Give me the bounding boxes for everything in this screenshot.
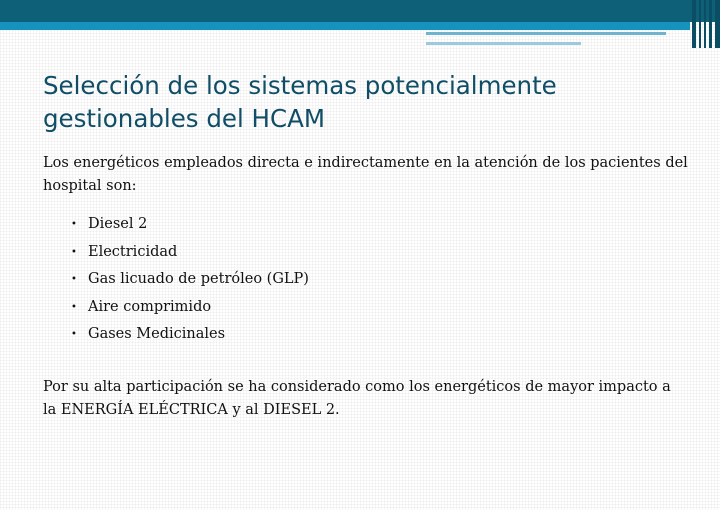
list-item-text: Electricidad bbox=[88, 243, 178, 260]
header-accent-band bbox=[0, 22, 690, 30]
bullet-icon: • bbox=[71, 246, 77, 258]
bullet-icon: • bbox=[71, 301, 77, 313]
list-item-text: Aire comprimido bbox=[88, 298, 212, 315]
header-stripe bbox=[709, 0, 712, 48]
list-item-text: Diesel 2 bbox=[88, 216, 148, 232]
header-bar bbox=[0, 0, 720, 22]
conclusion-paragraph: Por su alta participación se ha considerado como los energéticos de mayor impacto a la ENERGÍA ELÉCTRICA y al DIESEL 2. bbox=[43, 378, 671, 418]
bullet-icon: • bbox=[71, 329, 77, 340]
decorative-line bbox=[426, 32, 666, 35]
slide-title: Selección de los sistemas potencialmente gestionables del HCAM bbox=[43, 71, 557, 133]
list-item-text: Gases Medicinales bbox=[88, 326, 226, 342]
header-stripe bbox=[692, 0, 696, 48]
list-item bbox=[43, 266, 688, 294]
list-item bbox=[43, 239, 688, 267]
bullet-icon: • bbox=[71, 274, 77, 285]
decorative-line bbox=[426, 42, 581, 45]
header-stripe bbox=[704, 0, 706, 48]
slide-body bbox=[43, 152, 688, 422]
energy-list bbox=[43, 211, 688, 349]
list-item bbox=[43, 321, 688, 349]
list-item bbox=[43, 294, 688, 322]
list-item-text: Gas licuado de petróleo (GLP) bbox=[88, 271, 309, 287]
intro-paragraph: Los energéticos empleados directa e indirectamente en la atención de los pacientes del hospital son: bbox=[43, 155, 688, 194]
header-stripe bbox=[715, 0, 720, 48]
header-stripe bbox=[699, 0, 701, 48]
bullet-icon: • bbox=[71, 219, 77, 230]
list-item bbox=[43, 211, 688, 239]
